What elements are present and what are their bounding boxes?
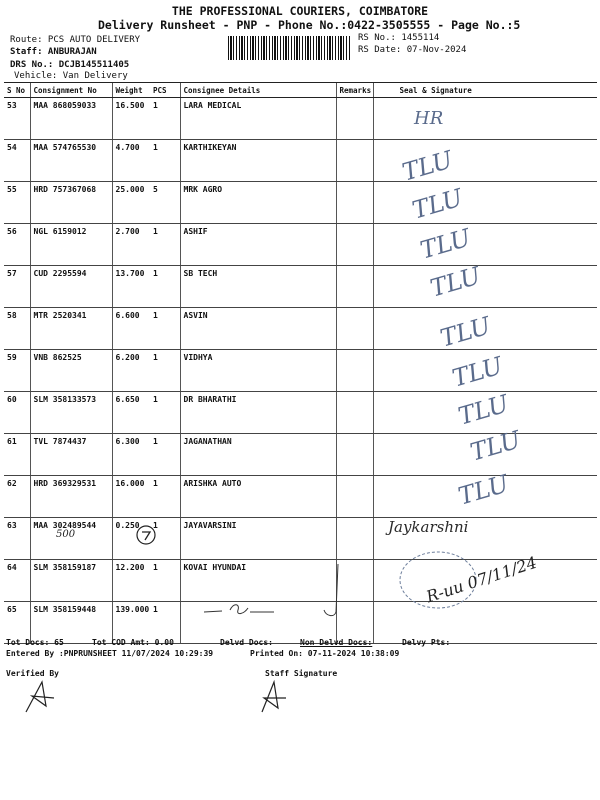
- printed-on: Printed On: 07-11-2024 10:38:09: [250, 649, 400, 658]
- remarks-cell: [336, 182, 373, 224]
- signature-row58: TLU: [437, 311, 494, 353]
- pcs-cell: 1: [150, 350, 180, 392]
- pcs-cell: 1: [150, 434, 180, 476]
- verified-by-label: Verified By: [6, 669, 59, 678]
- remarks-cell: [336, 392, 373, 434]
- sno-cell: 59: [4, 350, 30, 392]
- pcs-cell: 1: [150, 518, 180, 560]
- consignee-cell: ASVIN: [180, 308, 336, 350]
- col-pcs: PCS: [150, 83, 180, 98]
- consignee-cell: MRK AGRO: [180, 182, 336, 224]
- sno-cell: 55: [4, 182, 30, 224]
- weight-cell: 6.650: [112, 392, 150, 434]
- remarks-cell: [336, 308, 373, 350]
- weight-cell: 12.200: [112, 560, 150, 602]
- handwritten-scribble-row65: [200, 592, 280, 622]
- consignment-number-cell: NGL 6159012: [30, 224, 112, 266]
- consignment-number-cell: MAA 868059033: [30, 98, 112, 140]
- signature-row61: TLU: [467, 425, 524, 467]
- pcs-cell: 1: [150, 392, 180, 434]
- staff-label: Staff: ANBURAJAN: [10, 47, 97, 57]
- sno-cell: 60: [4, 392, 30, 434]
- route-label: Route: PCS AUTO DELIVERY: [10, 35, 141, 45]
- runsheet-title: Delivery Runsheet - PNP - Phone No.:0422-3505555 - Page No.:5: [98, 18, 521, 32]
- consignee-cell: KARTHIKEYAN: [180, 140, 336, 182]
- staff-signature-label: Staff Signature: [265, 669, 338, 678]
- weight-cell: 4.700: [112, 140, 150, 182]
- signature-row54: TLU: [399, 145, 456, 187]
- remarks-cell: [336, 434, 373, 476]
- consignment-number-cell: MTR 2520341: [30, 308, 112, 350]
- drs-number: DRS No.: DCJB145511405: [10, 60, 130, 70]
- handwritten-bracket: [318, 560, 348, 620]
- consignee-cell: SB TECH: [180, 266, 336, 308]
- consignment-number-cell: CUD 2295594: [30, 266, 112, 308]
- weight-cell: 16.500: [112, 98, 150, 140]
- total-cod-amount: Tot COD Amt: 0.00: [92, 638, 174, 647]
- sno-cell: 65: [4, 602, 30, 644]
- weight-cell: 2.700: [112, 224, 150, 266]
- signature-row59: TLU: [449, 351, 506, 393]
- weight-cell: 13.700: [112, 266, 150, 308]
- consignee-cell: DR BHARATHI: [180, 392, 336, 434]
- circled-mark-icon: [135, 524, 157, 546]
- signature-row60: TLU: [455, 389, 512, 431]
- consignment-number-cell: HRD 757367068: [30, 182, 112, 224]
- consignee-cell: LARA MEDICAL: [180, 98, 336, 140]
- col-seal-signature: Seal & Signature: [373, 83, 597, 98]
- table-row: [4, 140, 597, 182]
- consignee-cell: VIDHYA: [180, 350, 336, 392]
- company-title: THE PROFESSIONAL COURIERS, COIMBATORE: [171, 4, 429, 18]
- table-row: [4, 266, 597, 308]
- consignee-cell: KOVAI HYUNDAI: [180, 560, 336, 602]
- seal-signature-cell: [373, 224, 597, 266]
- seal-signature-cell: [373, 182, 597, 224]
- vehicle-label: Vehicle: Van Delivery: [14, 71, 128, 81]
- consignee-cell: JAGANATHAN: [180, 434, 336, 476]
- consignee-cell: ASHIF: [180, 224, 336, 266]
- consignment-number-cell: SLM 358133573: [30, 392, 112, 434]
- pcs-cell: 1: [150, 224, 180, 266]
- pcs-cell: 1: [150, 560, 180, 602]
- sno-cell: 61: [4, 434, 30, 476]
- pcs-cell: 1: [150, 476, 180, 518]
- non-delivered-docs: Non Delvd Docs:: [300, 638, 373, 647]
- signature-row53: HR: [414, 108, 444, 129]
- col-remarks: Remarks: [336, 83, 373, 98]
- consignee-cell: JAYAVARSINI: [180, 518, 336, 560]
- signature-row55: TLU: [409, 183, 466, 225]
- col-consignee: Consignee Details: [180, 83, 336, 98]
- pcs-cell: 1: [150, 140, 180, 182]
- col-consignment: Consignment No: [30, 83, 112, 98]
- weight-cell: 0.250: [112, 518, 150, 560]
- pcs-cell: 1: [150, 602, 180, 644]
- sno-cell: 62: [4, 476, 30, 518]
- signature-row63: Jaykarshni: [388, 518, 469, 536]
- verifier-signature-icon: [20, 676, 60, 716]
- table-row: [4, 224, 597, 266]
- rs-date: RS Date: 07-Nov-2024: [358, 45, 467, 55]
- consignment-number-cell: HRD 369329531: [30, 476, 112, 518]
- table-row: [4, 308, 597, 350]
- signature-row64: R-uu 07/11/24: [423, 552, 540, 607]
- pcs-cell: 1: [150, 98, 180, 140]
- pcs-cell: 1: [150, 308, 180, 350]
- signature-row56: TLU: [417, 223, 474, 265]
- table-row: [4, 98, 597, 140]
- consignment-number-cell: MAA 574765530: [30, 140, 112, 182]
- pcs-cell: 5: [150, 182, 180, 224]
- entered-by: Entered By :PNPRUNSHEET 11/07/2024 10:29:39: [6, 649, 214, 658]
- sno-cell: 56: [4, 224, 30, 266]
- remarks-cell: [336, 224, 373, 266]
- staff-signature-icon: [254, 676, 294, 716]
- weight-cell: 139.000: [112, 602, 150, 644]
- remarks-cell: [336, 518, 373, 560]
- remarks-cell: [336, 98, 373, 140]
- pcs-cell: 1: [150, 266, 180, 308]
- total-docs: Tot Docs: 65: [6, 638, 64, 647]
- table-row: [4, 350, 597, 392]
- table-header-row: [4, 83, 597, 98]
- sno-cell: 54: [4, 140, 30, 182]
- remarks-cell: [336, 140, 373, 182]
- consignment-number-cell: MAA 302489544: [30, 518, 112, 560]
- sno-cell: 53: [4, 98, 30, 140]
- weight-cell: 25.000: [112, 182, 150, 224]
- consignee-cell: ARISHKA AUTO: [180, 476, 336, 518]
- delivery-points: Delvy Pts:: [402, 638, 451, 647]
- sno-cell: 57: [4, 266, 30, 308]
- col-weight: Weight: [112, 83, 150, 98]
- signature-row57: TLU: [427, 261, 484, 303]
- weight-cell: 6.200: [112, 350, 150, 392]
- weight-cell: 16.000: [112, 476, 150, 518]
- signature-row62: TLU: [455, 469, 512, 511]
- weight-cell: 6.600: [112, 308, 150, 350]
- sno-cell: 63: [4, 518, 30, 560]
- barcode: [228, 36, 350, 60]
- consignment-number-cell: SLM 358159448: [30, 602, 112, 644]
- consignment-number-cell: SLM 358159187: [30, 560, 112, 602]
- handwritten-note-row63: 500: [56, 529, 76, 540]
- delivered-docs: Delvd Docs:: [220, 638, 273, 647]
- seal-signature-cell: [373, 266, 597, 308]
- consignment-number-cell: VNB 862525: [30, 350, 112, 392]
- rs-number: RS No.: 1455114: [358, 33, 440, 43]
- table-row: [4, 182, 597, 224]
- consignment-number-cell: TVL 7874437: [30, 434, 112, 476]
- remarks-cell: [336, 266, 373, 308]
- sno-cell: 58: [4, 308, 30, 350]
- remarks-cell: [336, 350, 373, 392]
- seal-signature-cell: [373, 98, 597, 140]
- remarks-cell: [336, 476, 373, 518]
- weight-cell: 6.300: [112, 434, 150, 476]
- sno-cell: 64: [4, 560, 30, 602]
- col-sno: S No: [4, 83, 30, 98]
